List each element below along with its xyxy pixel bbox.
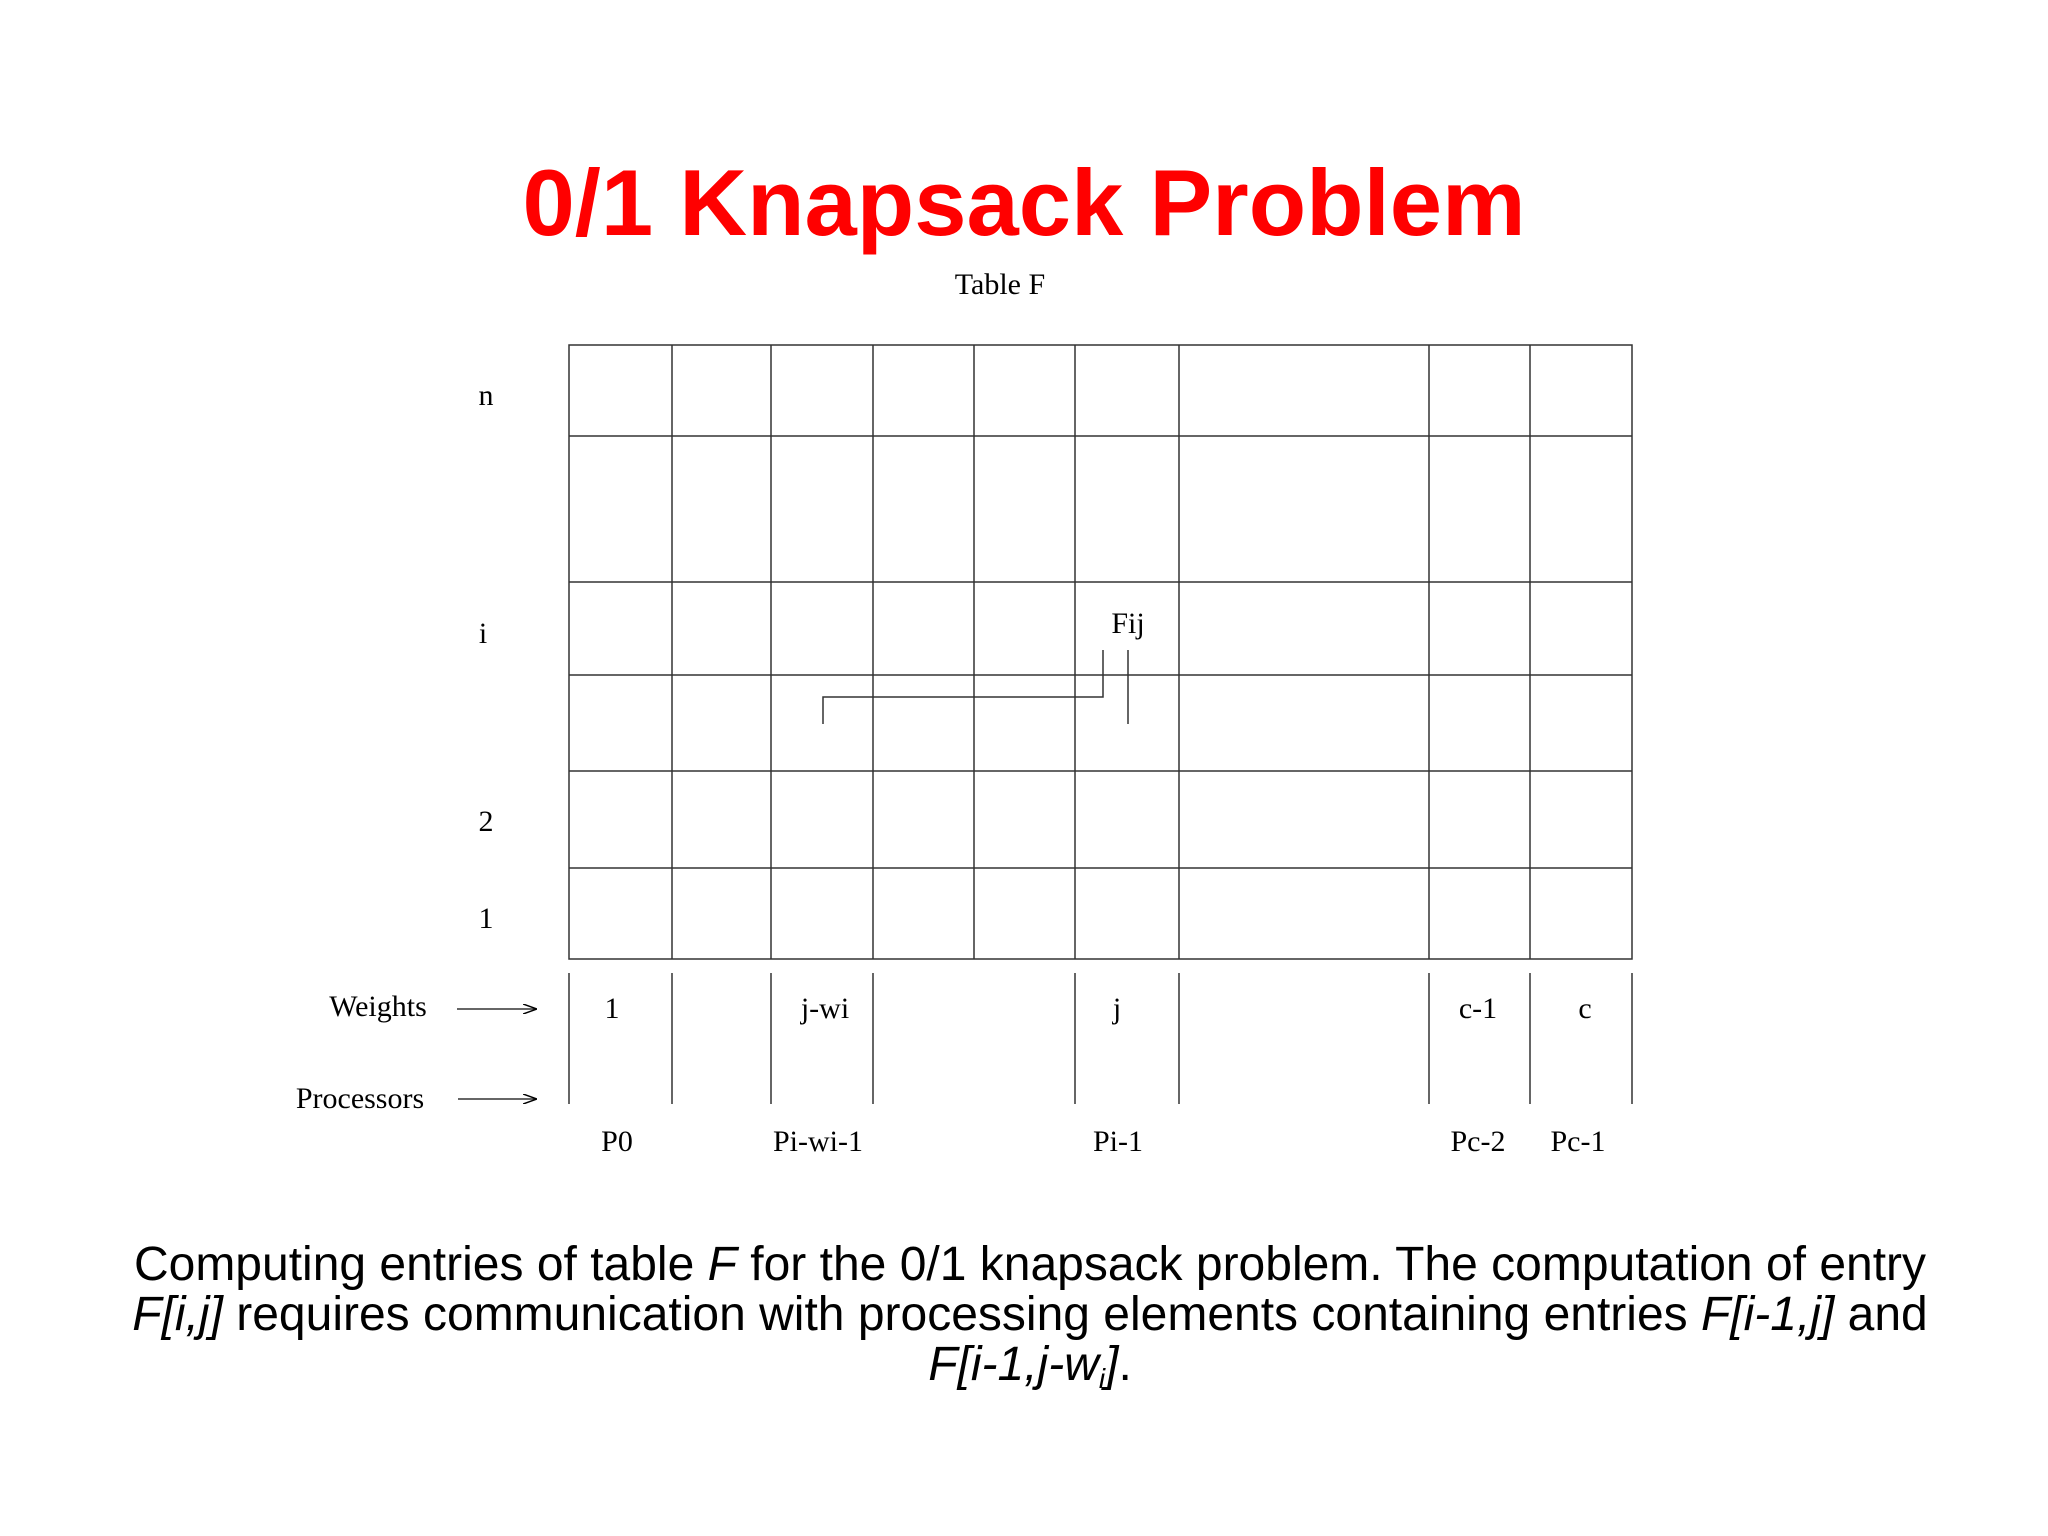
caption-entry-prev-w bbox=[928, 1338, 1119, 1394]
caption-var-f: F bbox=[707, 1238, 737, 1291]
caption-text: Computing entries of table bbox=[133, 1238, 708, 1291]
table-caption: Table F bbox=[954, 268, 1046, 301]
caption-entry-prev-w-sub: i bbox=[1098, 1363, 1106, 1394]
processor-value: Pc-1 bbox=[1550, 1125, 1606, 1158]
caption-text: . bbox=[1118, 1338, 1132, 1391]
processors-label: Processors bbox=[295, 1082, 425, 1115]
dependency-connectors bbox=[823, 650, 1128, 724]
weight-value: c-1 bbox=[1458, 992, 1498, 1025]
processor-value: Pi-wi-1 bbox=[773, 1125, 863, 1158]
row-label-2: 2 bbox=[478, 805, 494, 838]
cell-label-fij: Fij bbox=[1111, 607, 1145, 640]
processor-value: Pi-1 bbox=[1092, 1125, 1144, 1158]
caption-text: and bbox=[1834, 1288, 1928, 1341]
row-label-1: 1 bbox=[478, 902, 494, 935]
weight-value: j-wi bbox=[800, 992, 850, 1025]
caption-text: requires communication with processing elements containing entries bbox=[222, 1288, 1701, 1341]
weights-label: Weights bbox=[329, 990, 427, 1023]
caption-entry-prev: F[i-1,j] bbox=[1700, 1288, 1835, 1341]
row-label-n: n bbox=[478, 379, 494, 412]
caption-entry-prev-w-base: F[i-1,j-w bbox=[928, 1338, 1099, 1391]
caption-entry-prev-w-end: ] bbox=[1105, 1338, 1119, 1391]
processor-value: Pc-2 bbox=[1450, 1125, 1506, 1158]
slide-title: 0/1 Knapsack Problem bbox=[522, 150, 1526, 255]
processor-value: P0 bbox=[601, 1125, 633, 1158]
weight-value: 1 bbox=[604, 992, 620, 1025]
figure-caption bbox=[120, 1238, 1940, 1394]
caption-text: for the 0/1 knapsack problem. The computation of entry bbox=[736, 1238, 1927, 1291]
weight-value: j bbox=[1112, 992, 1122, 1025]
row-label-i: i bbox=[478, 617, 488, 650]
connector-to-j-wi bbox=[823, 650, 1103, 724]
caption-entry-fij: F[i,j] bbox=[132, 1288, 223, 1341]
weight-value: c bbox=[1578, 992, 1592, 1025]
table-grid bbox=[569, 345, 1632, 959]
table-border bbox=[569, 345, 1632, 959]
